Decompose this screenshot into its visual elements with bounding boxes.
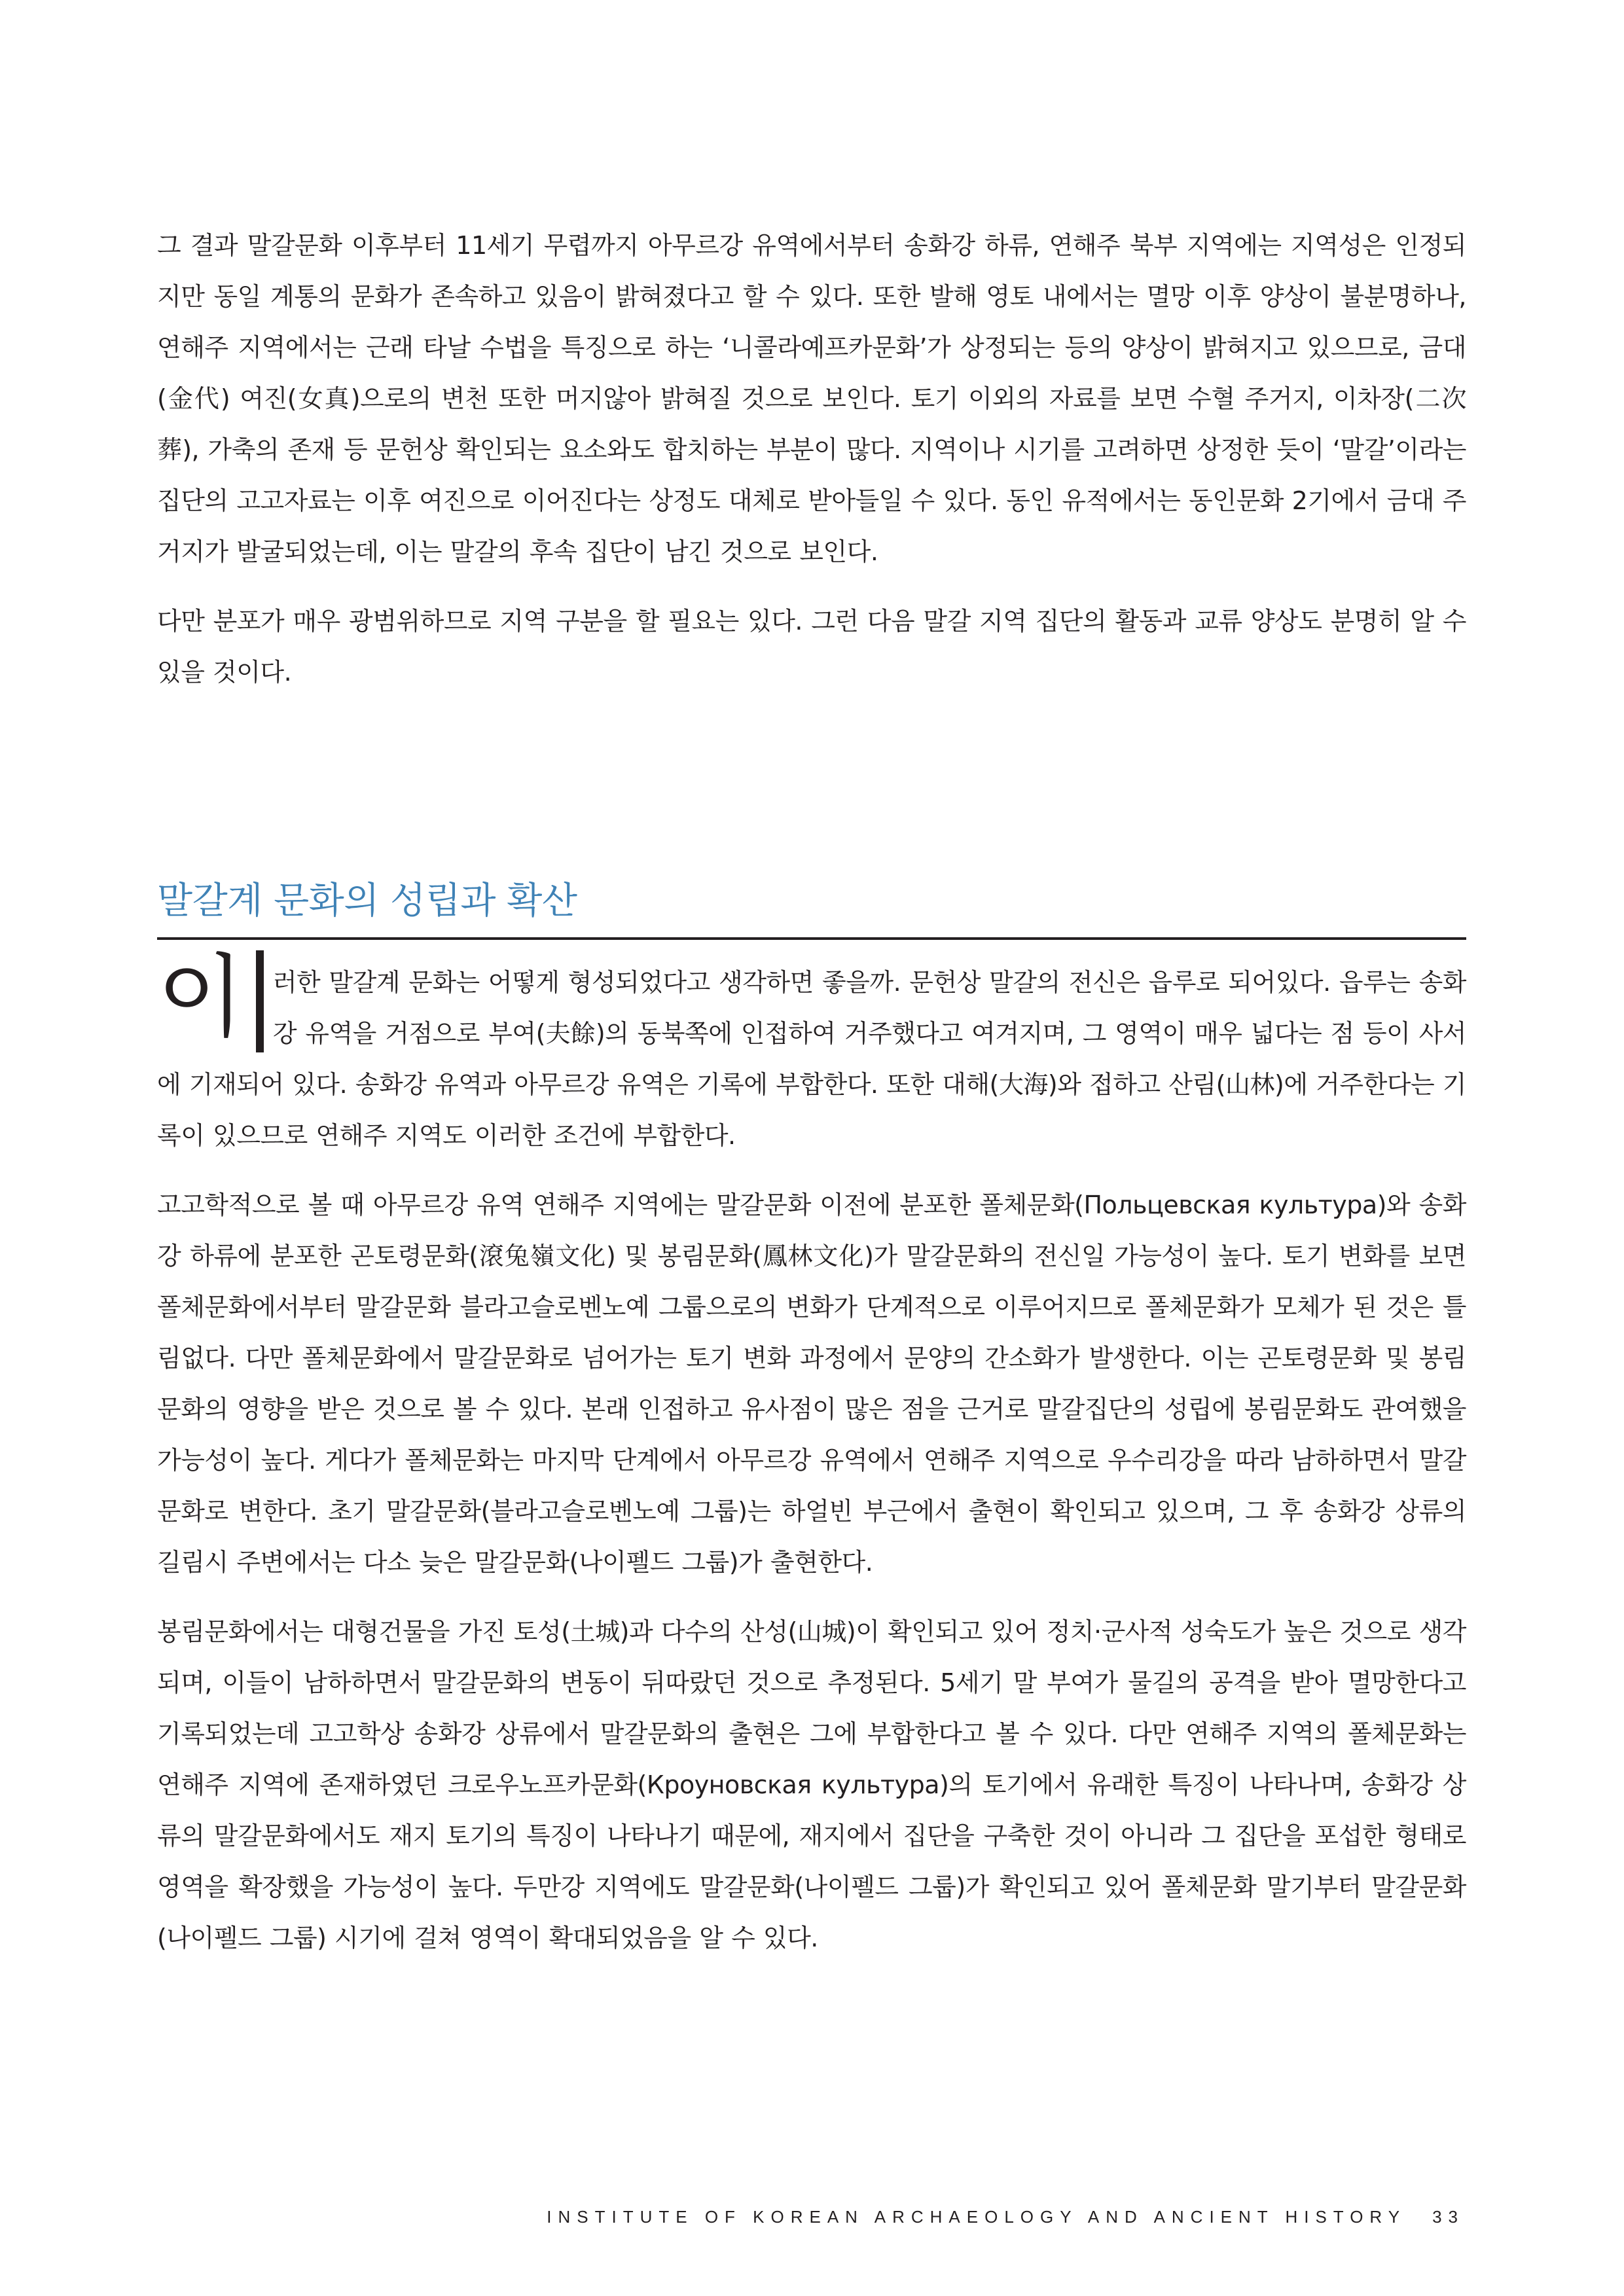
section-heading: 말갈계 문화의 성립과 확산: [157, 872, 1466, 940]
body-paragraph: 그 결과 말갈문화 이후부터 11세기 무렵까지 아무르강 유역에서부터 송화강 하류, 연해주 북부 지역에는 지역성은 인정되지만 동일 계통의 문화가 존속하고 있음이 밝혀졌다고 할 수 있다. 또한 발해 영토 내에서는 멸망 이후 양상이 불분명하나, 연해주 지역에서는 근래 타날 수법을 특징으로 하는 ‘니콜라예프카문화’가 상정되는 등의 양상이 밝혀지고 있으므로, 금대(金代) 여진(女真)으로의 변천 또한 머지않아 밝혀질 것으로 보인다. 토기 이외의 자료를 보면 수혈 주거지, 이차장(二次葬), 가축의 존재 등 문헌상 확인되는 요소와도 합치하는 부분이 많다. 지역이나 시기를 고려하면 상정한 듯이 ‘말갈’이라는 집단의 고고자료는 이후 여진으로 이어진다는 상정도 대체로 받아들일 수 있다. 동인 유적에서는 동인문화 2기에서 금대 주거지가 발굴되었는데, 이는 말갈의 후속 집단이 남긴 것으로 보인다.: [157, 231, 1466, 566]
first-paragraph: [157, 944, 1466, 1161]
body-paragraph: 봉림문화에서는 대형건물을 가진 토성(土城)과 다수의 산성(山城)이 확인되고 있어 정치·군사적 성숙도가 높은 것으로 생각되며, 이들이 남하하면서 말갈문화의 변동이 뒤따랐던 것으로 추정된다. 5세기 말 부여가 물길의 공격을 받아 멸망한다고 기록되었는데 고고학상 송화강 상류에서 말갈문화의 출현은 그에 부합한다고 볼 수 있다. 다만 연해주 지역의 폴체문화는 연해주 지역에 존재하였던 크로우노프카문화(Кроуновская культура)의 토기에서 유래한 특징이 나타나며, 송화강 상류의 말갈문화에서도 재지 토기의 특징이 나타나기 때문에, 재지에서 집단을 구축한 것이 아니라 그 집단을 포섭한 형태로 영역을 확장했을 가능성이 높다. 두만강 지역에도 말갈문화(나이펠드 그룹)가 확인되고 있어 폴체문화 말기부터 말갈문화(나이펠드 그룹) 시기에 걸쳐 영역이 확대되었음을 알 수 있다.: [157, 1617, 1466, 1952]
page-footer: [547, 2207, 1464, 2227]
intro-text: [157, 220, 1466, 698]
section-body: [157, 944, 1466, 1964]
first-paragraph-text: 러한 말갈계 문화는 어떻게 형성되었다고 생각하면 좋을까. 문헌상 말갈의 전신은 읍루로 되어있다. 읍루는 송화강 유역을 거점으로 부여(夫餘)의 동북쪽에 인접하여 거주했다고 여겨지며, 그 영역이 매우 넓다는 점 등이 사서에 기재되어 있다. 송화강 유역과 아무르강 유역은 기록에 부합한다. 또한 대해(大海)와 접하고 산림(山林)에 거주한다는 기록이 있으므로 연해주 지역도 이러한 조건에 부합한다.: [157, 968, 1466, 1150]
running-title: INSTITUTE OF KOREAN ARCHAEOLOGY AND ANCIENT HISTORY: [547, 2207, 1407, 2227]
body-paragraph: 고고학적으로 볼 때 아무르강 유역 연해주 지역에는 말갈문화 이전에 분포한 폴체문화(Польцевская культура)와 송화강 하류에 분포한 곤토령문화(滾兔嶺文化) 및 봉림문화(鳳林文化)가 말갈문화의 전신일 가능성이 높다. 토기 변화를 보면 폴체문화에서부터 말갈문화 블라고슬로벤노예 그룹으로의 변화가 단계적으로 이루어지므로 폴체문화가 모체가 된 것은 틀림없다. 다만 폴체문화에서 말갈문화로 넘어가는 토기 변화 과정에서 문양의 간소화가 발생한다. 이는 곤토령문화 및 봉림문화의 영향을 받은 것으로 볼 수 있다. 본래 인접하고 유사점이 많은 점을 근거로 말갈집단의 성립에 봉림문화도 관여했을 가능성이 높다. 게다가 폴체문화는 마지막 단계에서 아무르강 유역에서 연해주 지역으로 우수리강을 따라 남하하면서 말갈문화로 변한다. 초기 말갈문화(블라고슬로벤노예 그룹)는 하얼빈 부근에서 출현이 확인되고 있으며, 그 후 송화강 상류의 길림시 주변에서는 다소 늦은 말갈문화(나이펠드 그룹)가 출현한다.: [157, 1191, 1466, 1577]
drop-cap-letter: 이: [157, 944, 244, 1050]
page-number: 33: [1432, 2207, 1464, 2227]
drop-cap-bar: [256, 950, 264, 1052]
body-paragraph: 다만 분포가 매우 광범위하므로 지역 구분을 할 필요는 있다. 그런 다음 말갈 지역 집단의 활동과 교류 양상도 분명히 알 수 있을 것이다.: [157, 607, 1466, 687]
drop-cap: [157, 944, 264, 1055]
